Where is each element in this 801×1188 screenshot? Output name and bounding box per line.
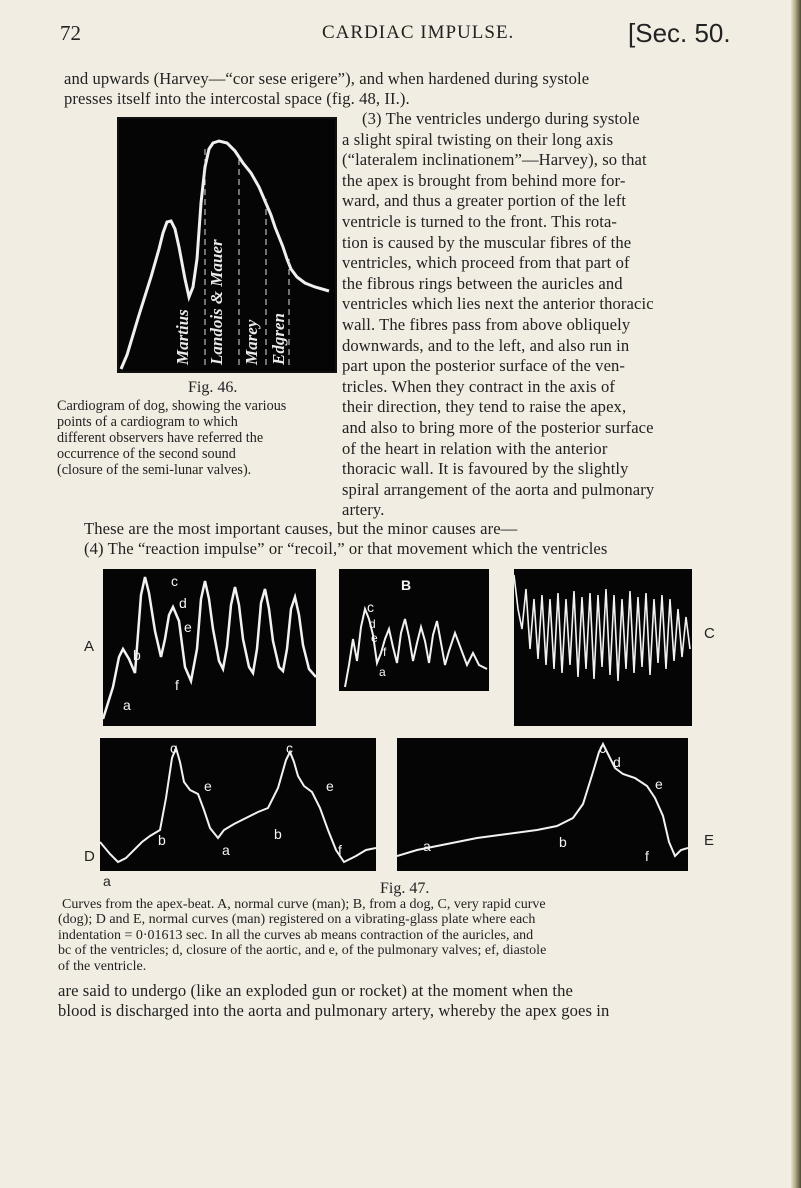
caption-line: occurrence of the second sound: [57, 446, 236, 462]
figure-47-panel-e: [397, 738, 688, 871]
body-paragraph-3: [342, 109, 702, 521]
body-line: ward, and thus a greater portion of the left: [342, 191, 627, 211]
caption-line: Cardiogram of dog, showing the various: [57, 398, 287, 414]
point-label-a: a: [222, 842, 230, 858]
body-line: presses itself into the intercostal space (fig. 48, II.).: [64, 89, 410, 108]
caption-line: (closure of the semi-lunar valves).: [57, 462, 252, 478]
point-label-b: b: [158, 832, 166, 848]
panel-letter-b: B: [401, 577, 412, 593]
page-edge: [791, 0, 801, 1188]
point-label-d: d: [613, 754, 621, 770]
body-line: thoracic wall. It is favoured by the slightly: [342, 459, 629, 479]
body-line: their direction, they tend to raise the apex,: [342, 397, 627, 417]
page-number: 72: [60, 21, 81, 45]
panel-letter-d: D: [84, 848, 95, 865]
caption-line: indentation = 0·01613 sec. In all the curves ab means contraction of the auricles, and: [58, 927, 534, 943]
body-line: (“lateralem inclinationem”—Harvey), so that: [342, 150, 647, 170]
body-line: tricles. When they contract in the axis of: [342, 376, 615, 396]
body-line: are said to undergo (like an exploded gun or rocket) at the moment when the: [58, 981, 573, 1000]
caption-line: Curves from the apex-beat. A, normal curve (man); B, from a dog, C, very rapid curve: [62, 897, 546, 912]
point-label-a: a: [123, 697, 131, 713]
body-line: tion is caused by the muscular fibres of the: [342, 232, 632, 252]
point-label-d: d: [179, 595, 187, 611]
point-label-e: e: [184, 619, 192, 635]
figure-46-cardiogram: [117, 117, 337, 373]
body-line: spiral arrangement of the aorta and pulmonary: [342, 479, 655, 499]
observer-label-edgren: Edgren: [269, 313, 288, 365]
running-title: CARDIAC IMPULSE.: [322, 22, 515, 43]
figure-46-caption: [57, 398, 334, 478]
caption-line: of the ventricle.: [58, 958, 147, 974]
point-label-a: a: [379, 665, 386, 679]
figure-47-panel-b: [339, 569, 493, 691]
point-label-c: c: [367, 599, 374, 615]
point-label-b: b: [133, 647, 141, 663]
figure-47-panel-a: [103, 569, 316, 726]
panel-letter-e: E: [704, 832, 715, 849]
point-label-c: c: [170, 740, 177, 756]
point-label-a: a: [423, 838, 431, 854]
caption-line: points of a cardiogram to which: [57, 414, 238, 430]
body-line: the apex is brought from behind more for-: [342, 170, 626, 190]
point-label-d: d: [369, 617, 376, 631]
point-label-b: b: [559, 834, 567, 850]
body-line: ventricle is turned to the front. This rota-: [342, 211, 618, 231]
observer-label-martius: Martius: [173, 309, 192, 365]
point-label-f: f: [383, 645, 387, 659]
figure-47-panel-c: [514, 569, 692, 726]
observer-label-marey: Marey: [242, 319, 261, 365]
body-line: ventricles which lies next the anterior thoracic: [342, 294, 654, 314]
body-line: the fibrous rings between the auricles and: [342, 273, 623, 293]
panel-letter-a: A: [84, 638, 95, 655]
point-label-c: c: [286, 740, 293, 756]
body-line: and also to bring more of the posterior surface: [342, 417, 654, 437]
body-line: part upon the posterior surface of the ven-: [342, 356, 626, 376]
body-line: downwards, and to the left, and also run in: [342, 335, 630, 355]
panel-letter-c: C: [704, 625, 715, 642]
body-line: artery.: [342, 500, 385, 520]
point-label-e: e: [655, 776, 663, 792]
figure-47-panel-d: [100, 738, 376, 871]
observer-label-landois-mauer: Landois & Mauer: [207, 239, 226, 365]
section-number: [Sec. 50.: [628, 18, 731, 48]
body-line: ventricles, which proceed from that part of: [342, 253, 630, 273]
figure-47-number: Fig. 47.: [380, 880, 430, 897]
body-line: These are the most important causes, but the minor causes are—: [84, 519, 518, 538]
point-label-b: b: [274, 826, 282, 842]
point-label-e: e: [204, 778, 212, 794]
point-label-e: e: [371, 631, 378, 645]
body-line: (3) The ventricles undergo during systole: [362, 109, 640, 128]
point-label-f: f: [645, 848, 649, 864]
body-line: of the heart in relation with the anterior: [342, 438, 608, 458]
body-line: a slight spiral twisting on their long axis: [342, 129, 614, 149]
figure-46-number: Fig. 46.: [188, 379, 238, 396]
body-line: wall. The fibres pass from above obliquely: [342, 314, 631, 334]
point-label-e: e: [326, 778, 334, 794]
point-label-f: f: [175, 677, 179, 693]
body-line: (4) The “reaction impulse” or “recoil,” or that movement which the ventricles: [84, 539, 608, 558]
caption-line: (dog); D and E, normal curves (man) registered on a vibrating-glass plate where each: [58, 912, 536, 928]
figure-47-caption: [58, 897, 718, 974]
caption-line: different observers have referred the: [57, 430, 264, 446]
point-label-f: f: [338, 842, 342, 858]
point-label-a-below: a: [103, 873, 111, 889]
body-line: blood is discharged into the aorta and pulmonary artery, whereby the apex goes in: [58, 1001, 610, 1020]
caption-line: bc of the ventricles; d, closure of the aortic, and e, of the pulmonary valves; ef, diastole: [58, 943, 547, 959]
point-label-c: c: [171, 573, 178, 589]
point-label-c: c: [599, 740, 606, 756]
body-line: and upwards (Harvey—“cor sese erigere”), and when hardened during systole: [64, 69, 590, 88]
